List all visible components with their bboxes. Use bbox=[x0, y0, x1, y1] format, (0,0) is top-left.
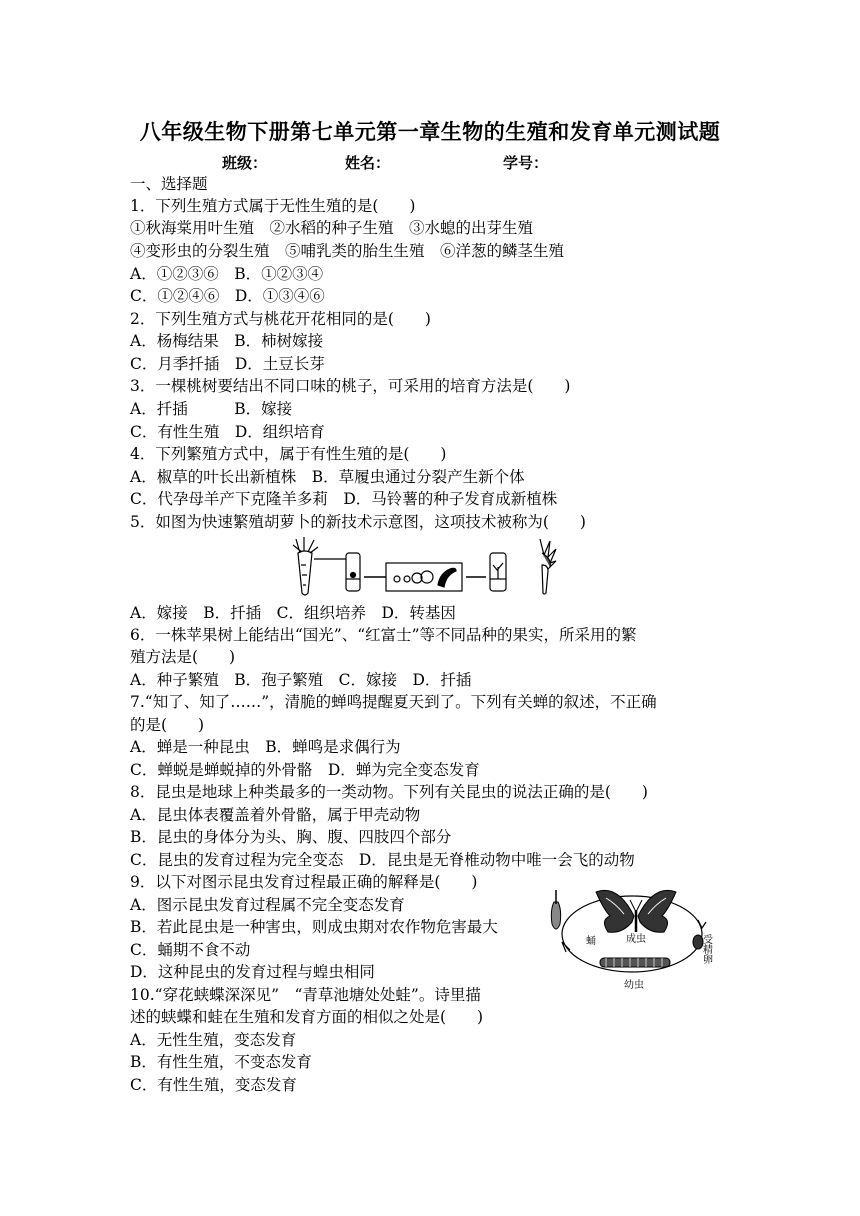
question-7-cont: 的是( ) bbox=[130, 716, 205, 734]
question-10: 10.“穿花蛱蝶深深见” “青草池塘处处蛙”。诗里描 bbox=[130, 986, 481, 1004]
question-6-cont: 殖方法是( ) bbox=[130, 648, 236, 666]
q10-option-a: A．无性生殖，变态发育 bbox=[130, 1031, 297, 1049]
label-larva: 幼虫 bbox=[624, 980, 644, 991]
q7-options-cd: C．蝉蜕是蝉蜕掉的外骨骼 D．蝉为完全变态发育 bbox=[130, 761, 480, 779]
label-egg: 受精卵 bbox=[700, 934, 712, 964]
q1-options-ab: A．①②③⑥ B．①②③④ bbox=[130, 265, 324, 283]
label-pupa: 蛹 bbox=[586, 936, 596, 947]
q9-option-d: D．这种昆虫的发育过程与蝗虫相同 bbox=[130, 963, 375, 981]
plantlet-tube-icon bbox=[490, 553, 506, 591]
q8-option-a: A．昆虫体表覆盖着外骨骼，属于甲壳动物 bbox=[130, 806, 421, 824]
q4-options-cd: C．代孕母羊产下克隆羊多莉 D．马铃薯的种子发育成新植株 bbox=[130, 490, 558, 508]
culture-cells-icon bbox=[386, 563, 462, 591]
question-7: 7.“知了、知了……”，清脆的蝉鸣提醒夏天到了。下列有关蝉的叙述，不正确 bbox=[130, 693, 657, 711]
q9-option-a: A．图示昆虫发育过程属不完全变态发育 bbox=[130, 896, 405, 914]
student-id-label: 学号： bbox=[503, 154, 549, 172]
section-heading: 一、选择题 bbox=[130, 175, 208, 193]
question-8: 8．昆虫是地球上种类最多的一类动物。下列有关昆虫的说法正确的是( ) bbox=[130, 783, 648, 801]
q6-options: A．种子繁殖 B．孢子繁殖 C．嫁接 D．扦插 bbox=[130, 671, 472, 689]
page-title: 八年级生物下册第七单元第一章生物的生殖和发育单元测试题 bbox=[139, 120, 721, 144]
question-5: 5．如图为快速繁殖胡萝卜的新技术示意图，这项技术被称为( ) bbox=[130, 513, 586, 531]
question-6: 6．一株苹果树上能结出“国光”、“红富士”等不同品种的果实，所采用的繁 bbox=[130, 626, 637, 644]
question-3: 3．一棵桃树要结出不同口味的桃子，可采用的培育方法是( ) bbox=[130, 377, 571, 395]
q2-options-cd: C．月季扦插 D．土豆长芽 bbox=[130, 355, 325, 373]
q10-option-b: B．有性生殖，不变态发育 bbox=[130, 1053, 312, 1071]
question-4: 4．下列繁殖方式中，属于有性生殖的是( ) bbox=[130, 445, 447, 463]
q5-options: A．嫁接 B．扦插 C．组织培养 D．转基因 bbox=[130, 604, 456, 622]
q9-option-c: C．蛹期不食不动 bbox=[130, 941, 251, 959]
class-label: 班级： bbox=[222, 154, 268, 172]
carrot-tissue-culture-figure bbox=[290, 535, 570, 597]
student-info-row bbox=[0, 152, 860, 174]
question-10-cont: 述的蛱蝶和蛙在生殖和发育方面的相似之处是( ) bbox=[130, 1008, 484, 1026]
label-adult: 成虫 bbox=[626, 934, 646, 945]
q3-options-ab: A．扦插 B．嫁接 bbox=[130, 400, 293, 418]
q7-options-ab: A．蝉是一种昆虫 B．蝉鸣是求偶行为 bbox=[130, 738, 401, 756]
question-2: 2．下列生殖方式与桃花开花相同的是( ) bbox=[130, 310, 431, 328]
q4-options-ab: A．椒草的叶长出新植株 B．草履虫通过分裂产生新个体 bbox=[130, 468, 525, 486]
pupa-icon bbox=[551, 890, 560, 929]
larva-icon bbox=[600, 958, 670, 967]
q8-options-cd: C．昆虫的发育过程为完全变态 D．昆虫是无脊椎动物中唯一会飞的动物 bbox=[130, 851, 635, 869]
carrot-seedling-icon bbox=[540, 539, 556, 594]
butterfly-adult-icon bbox=[596, 890, 676, 932]
q8-option-b: B．昆虫的身体分为头、胸、腹、四肢四个部分 bbox=[130, 828, 452, 846]
q1-options-cd: C．①②④⑥ D．①③④⑥ bbox=[130, 287, 325, 305]
q10-option-c: C．有性生殖，变态发育 bbox=[130, 1076, 297, 1094]
question-9: 9．以下对图示昆虫发育过程最正确的解释是( ) bbox=[130, 873, 478, 891]
q2-options-ab: A．杨梅结果 B．柿树嫁接 bbox=[130, 332, 324, 350]
q1-items-a: ①秋海棠用叶生殖 ②水稻的种子生殖 ③水螅的出芽生殖 bbox=[130, 219, 534, 237]
test-tube-icon bbox=[346, 553, 360, 591]
name-label: 姓名： bbox=[345, 154, 391, 172]
q1-items-b: ④变形虫的分裂生殖 ⑤哺乳类的胎生生殖 ⑥洋葱的鳞茎生殖 bbox=[130, 242, 565, 260]
butterfly-life-cycle-figure bbox=[548, 880, 728, 998]
question-1: 1．下列生殖方式属于无性生殖的是( ) bbox=[130, 197, 416, 215]
q9-option-b: B．若此昆虫是一种害虫，则成虫期对农作物危害最大 bbox=[130, 918, 498, 936]
q3-options-cd: C．有性生殖 D．组织培育 bbox=[130, 423, 325, 441]
carrot-icon bbox=[293, 537, 318, 595]
